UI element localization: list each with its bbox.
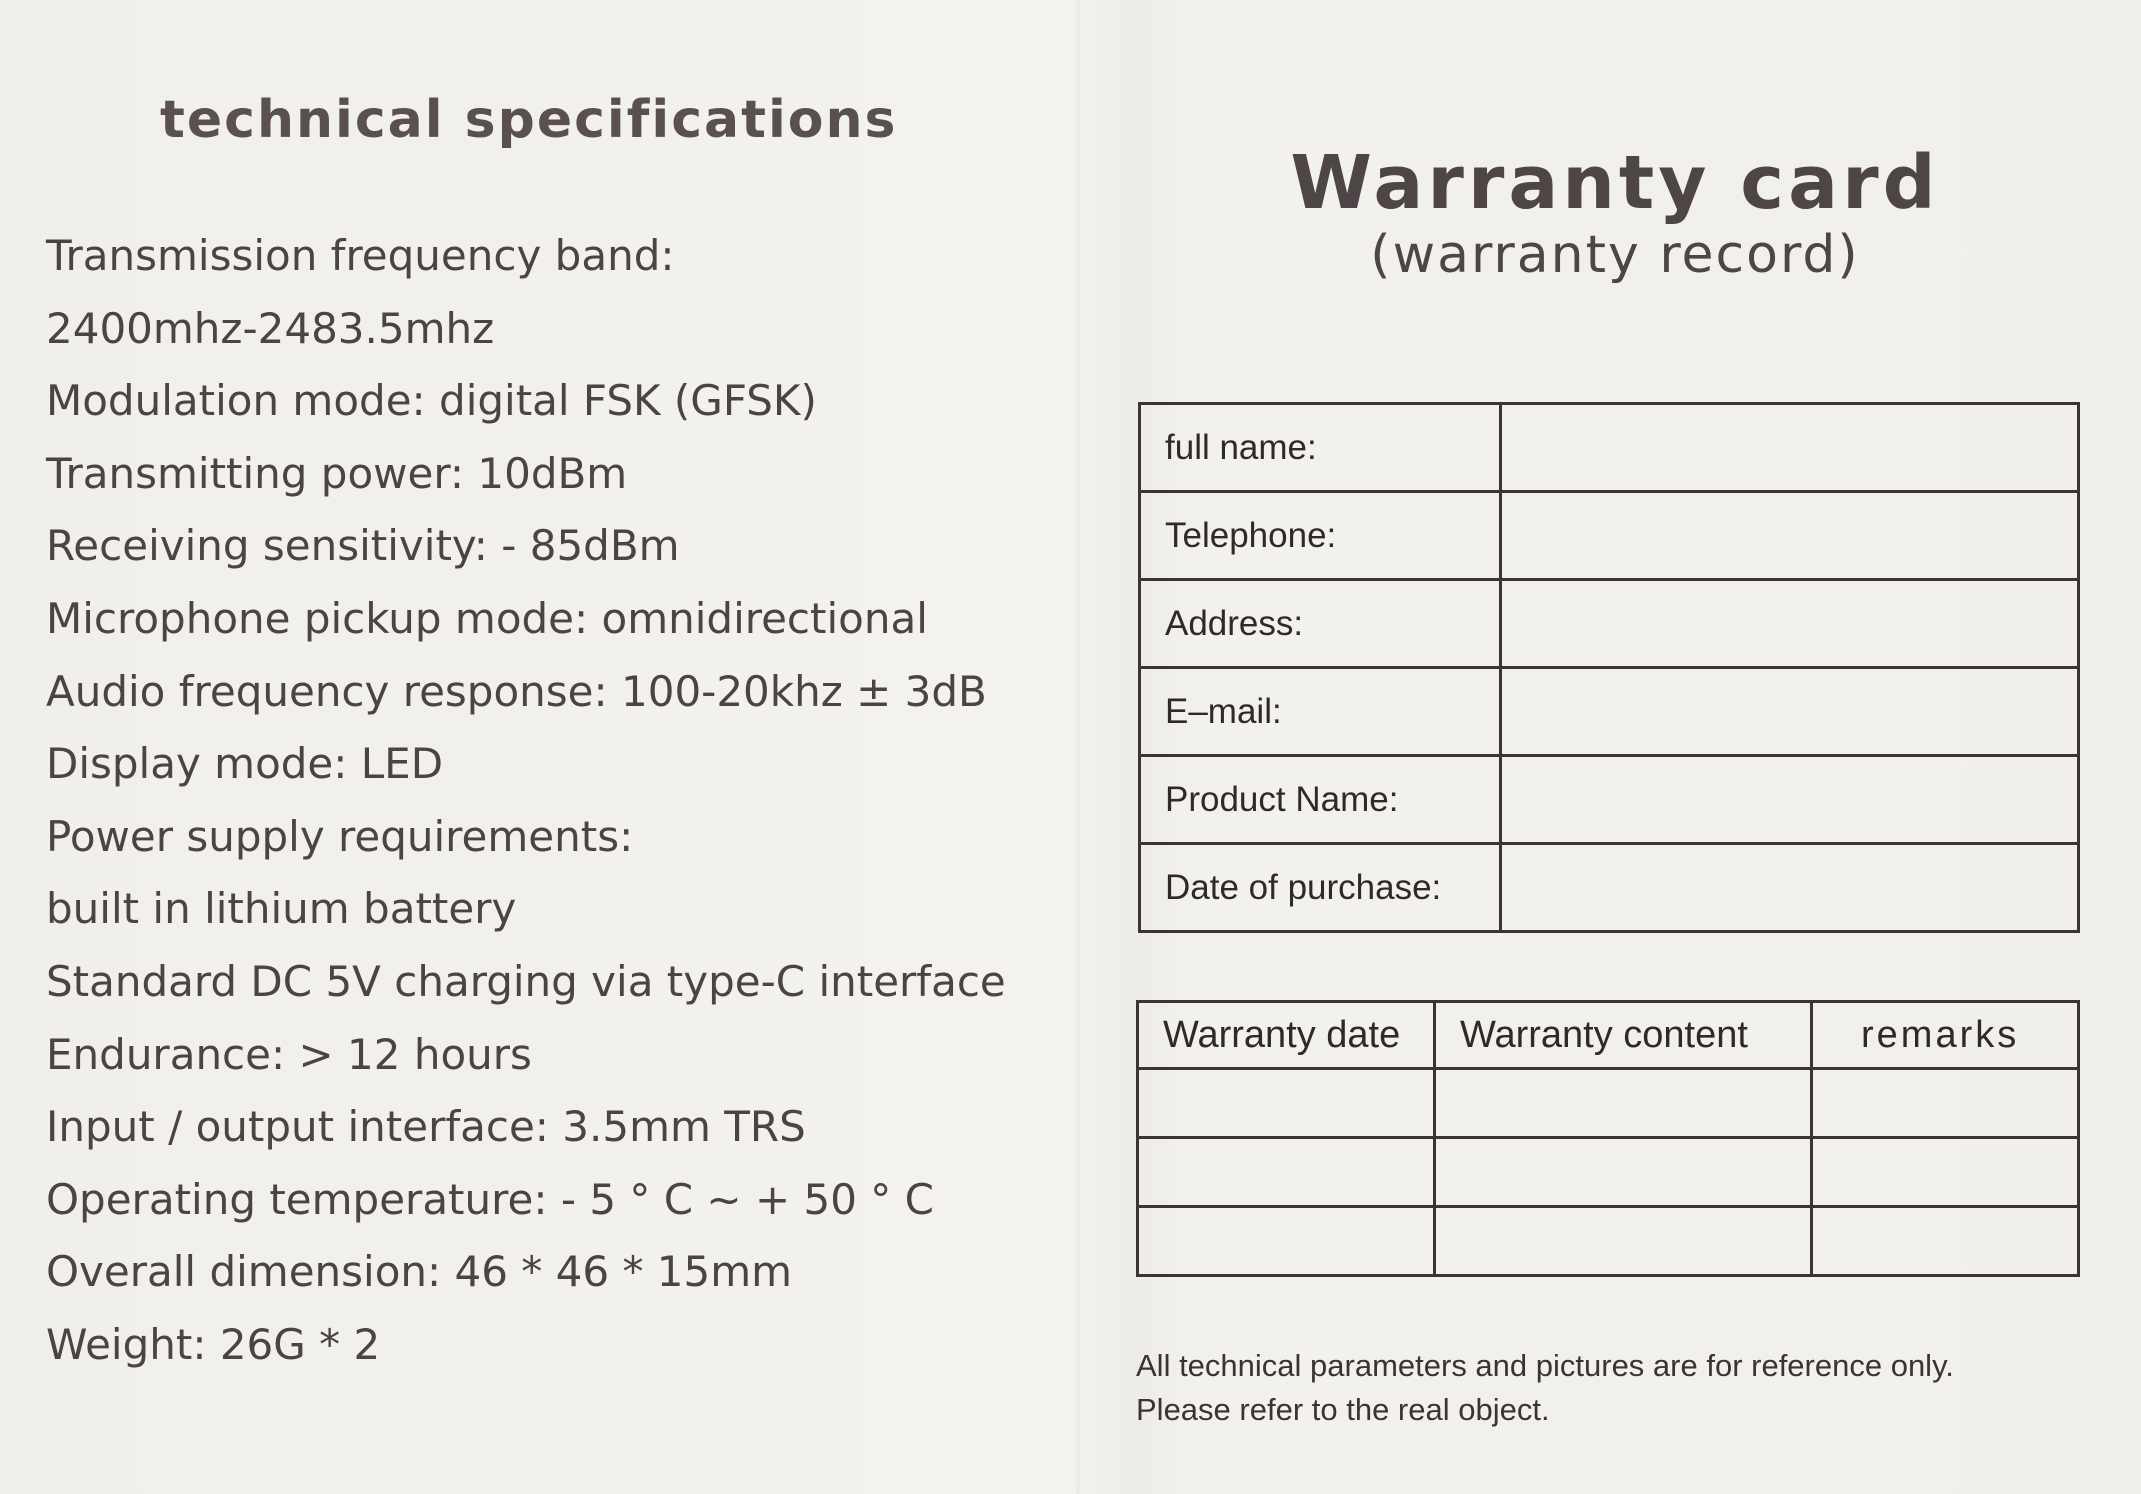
- table-cell[interactable]: [1138, 1069, 1435, 1138]
- table-cell[interactable]: [1435, 1207, 1812, 1276]
- table-row: [1140, 844, 2079, 932]
- table-row: [1140, 404, 2079, 492]
- warranty-record-table: [1136, 1000, 2080, 1277]
- warranty-card-title: Warranty card: [1290, 140, 1940, 226]
- field-value[interactable]: [1501, 404, 2079, 492]
- field-value[interactable]: [1501, 580, 2079, 668]
- spec-line: Overall dimension: 46 * 46 * 15mm: [46, 1247, 793, 1297]
- field-value[interactable]: [1501, 492, 2079, 580]
- spec-line: Receiving sensitivity: - 85dBm: [46, 521, 680, 571]
- spec-line: Standard DC 5V charging via type-C interface: [46, 956, 1006, 1006]
- table-row: [1140, 580, 2079, 668]
- table-row: [1138, 1069, 2079, 1138]
- spec-line: Transmitting power: 10dBm: [46, 448, 628, 498]
- page-fold: [1075, 0, 1081, 1494]
- table-header-row: [1138, 1002, 2079, 1069]
- field-value[interactable]: [1501, 844, 2079, 932]
- table-row: [1140, 668, 2079, 756]
- table-row: [1138, 1138, 2079, 1207]
- table-row: [1140, 492, 2079, 580]
- table-cell[interactable]: [1138, 1138, 1435, 1207]
- table-cell[interactable]: [1435, 1138, 1812, 1207]
- spec-line: Operating temperature: - 5 ° C ~ + 50 ° C: [46, 1174, 934, 1224]
- disclaimer-line: Please refer to the real object.: [1136, 1392, 1550, 1427]
- table-cell[interactable]: [1812, 1207, 2079, 1276]
- spec-line: Modulation mode: digital FSK (GFSK): [46, 376, 817, 426]
- column-header-remarks: remarks: [1812, 1002, 2079, 1069]
- warranty-card-subtitle: (warranty record): [1370, 225, 1860, 285]
- spec-line: Microphone pickup mode: omnidirectional: [46, 593, 928, 643]
- spec-line: Power supply requirements:: [46, 811, 634, 861]
- table-cell[interactable]: [1138, 1207, 1435, 1276]
- field-label: full name:: [1140, 404, 1501, 492]
- column-header-warranty-date: Warranty date: [1138, 1002, 1435, 1069]
- spec-line: Weight: 26G * 2: [46, 1319, 381, 1369]
- field-label: E–mail:: [1140, 668, 1501, 756]
- spec-line: Endurance: > 12 hours: [46, 1029, 532, 1079]
- table-row: [1138, 1207, 2079, 1276]
- table-row: [1140, 756, 2079, 844]
- spec-line: 2400mhz-2483.5mhz: [46, 303, 495, 353]
- field-label: Telephone:: [1140, 492, 1501, 580]
- table-cell[interactable]: [1812, 1069, 2079, 1138]
- table-cell[interactable]: [1435, 1069, 1812, 1138]
- field-label: Product Name:: [1140, 756, 1501, 844]
- field-label: Date of purchase:: [1140, 844, 1501, 932]
- customer-info-table: [1138, 402, 2080, 933]
- disclaimer-line: All technical parameters and pictures are for reference only.: [1136, 1348, 1954, 1383]
- spec-line: Transmission frequency band:: [46, 231, 675, 280]
- field-label: Address:: [1140, 580, 1501, 668]
- field-value[interactable]: [1501, 756, 2079, 844]
- spec-line: Audio frequency response: 100-20khz ± 3dB: [46, 666, 987, 716]
- column-header-warranty-content: Warranty content: [1435, 1002, 1812, 1069]
- specifications-title: technical specifications: [160, 90, 898, 150]
- table-cell[interactable]: [1812, 1138, 2079, 1207]
- specifications-list: [46, 220, 1006, 1382]
- spec-line: Input / output interface: 3.5mm TRS: [46, 1102, 806, 1152]
- spec-line: Display mode: LED: [46, 739, 444, 789]
- disclaimer: [1136, 1344, 2096, 1432]
- field-value[interactable]: [1501, 668, 2079, 756]
- spec-line: built in lithium battery: [46, 884, 517, 934]
